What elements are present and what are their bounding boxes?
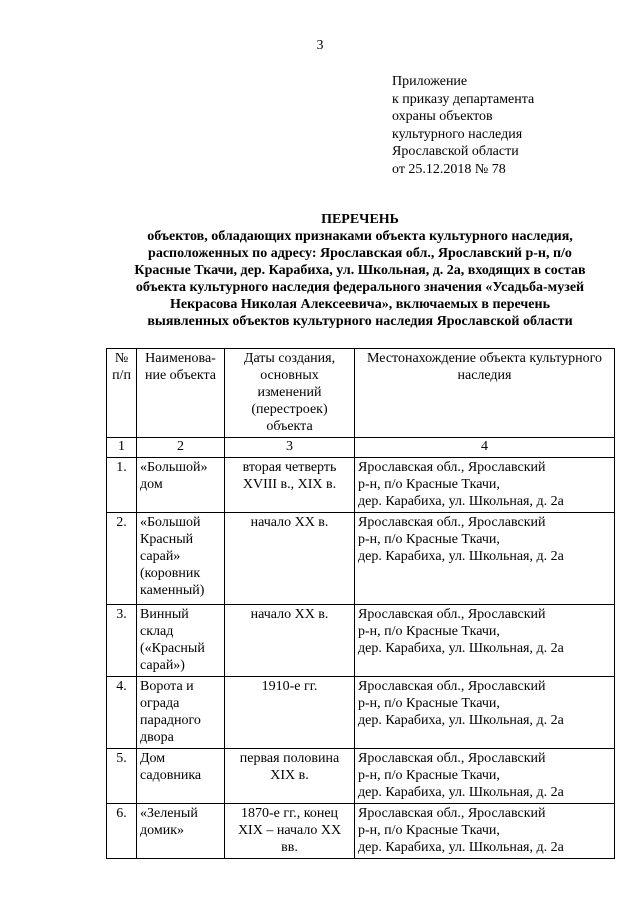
location-line: дер. Карабиха, ул. Школьная, д. 2а: [358, 641, 564, 656]
location-line: р-н, п/о Красные Ткачи,: [358, 696, 500, 711]
table-row: [107, 804, 615, 859]
location-line: Ярославская обл., Ярославский: [358, 679, 546, 694]
appendix-line: к приказу департамента: [392, 91, 535, 107]
row-name: Винный склад («Красный сарай»): [137, 605, 225, 677]
row-dates: начало XX в.: [225, 605, 355, 677]
location-line: р-н, п/о Красные Ткачи,: [358, 477, 500, 492]
table-index-row: [107, 438, 615, 458]
title-heading: ПЕРЕЧЕНЬ: [321, 212, 399, 227]
table-row: [107, 605, 615, 677]
title-line: Красные Ткачи, дер. Карабиха, ул. Школьная, д. 2а, входящих в состав: [134, 263, 586, 278]
row-location: [355, 605, 615, 677]
row-num: 3.: [107, 605, 137, 677]
index-cell: 3: [225, 438, 355, 458]
header-location: Местонахождение объекта культурного наследия: [355, 349, 615, 438]
table-row: [107, 513, 615, 605]
location-line: Ярославская обл., Ярославский: [358, 806, 546, 821]
location-line: дер. Карабиха, ул. Школьная, д. 2а: [358, 785, 564, 800]
location-line: дер. Карабиха, ул. Школьная, д. 2а: [358, 494, 564, 509]
row-location: [355, 513, 615, 605]
row-num: 1.: [107, 458, 137, 513]
row-name: «Большой Красный сарай» (коровник каменный): [137, 513, 225, 605]
header-dates: Даты создания, основных изменений (перестроек) объекта: [225, 349, 355, 438]
title-line: объектов, обладающих признаками объекта культурного наследия,: [147, 229, 573, 244]
location-line: Ярославская обл., Ярославский: [358, 751, 546, 766]
document-title: [100, 211, 620, 330]
table-row: [107, 749, 615, 804]
appendix-line: Приложение: [392, 74, 468, 89]
appendix-block: [392, 73, 534, 178]
table-row: [107, 458, 615, 513]
row-dates: вторая четверть XVIII в., XIX в.: [225, 458, 355, 513]
row-num: 6.: [107, 804, 137, 859]
row-location: [355, 804, 615, 859]
row-name: Ворота и ограда парадного двора: [137, 677, 225, 749]
row-name: «Большой» дом: [137, 458, 225, 513]
title-line: расположенных по адресу: Ярославская обл., Ярославский р-н, п/о: [148, 246, 572, 261]
row-dates: начало XX в.: [225, 513, 355, 605]
location-line: р-н, п/о Красные Ткачи,: [358, 624, 500, 639]
location-line: Ярославская обл., Ярославский: [358, 515, 546, 530]
location-line: р-н, п/о Красные Ткачи,: [358, 768, 500, 783]
page-number: 3: [316, 38, 324, 53]
location-line: дер. Карабиха, ул. Школьная, д. 2а: [358, 713, 564, 728]
location-line: дер. Карабиха, ул. Школьная, д. 2а: [358, 549, 564, 564]
appendix-line: от 25.12.2018 № 78: [392, 161, 506, 177]
table-row: [107, 677, 615, 749]
header-name: Наименова-ние объекта: [137, 349, 225, 438]
index-cell: 1: [107, 438, 137, 458]
location-line: р-н, п/о Красные Ткачи,: [358, 532, 500, 547]
row-num: 2.: [107, 513, 137, 605]
appendix-line: культурного наследия: [392, 126, 523, 142]
row-name: «Зеленый домик»: [137, 804, 225, 859]
header-num: № п/п: [107, 349, 137, 438]
row-name: Дом садовника: [137, 749, 225, 804]
row-location: [355, 458, 615, 513]
table-header-row: [107, 349, 615, 438]
appendix-line: охраны объектов: [392, 109, 493, 124]
row-num: 4.: [107, 677, 137, 749]
location-line: Ярославская обл., Ярославский: [358, 460, 546, 475]
location-line: р-н, п/о Красные Ткачи,: [358, 823, 500, 838]
row-location: [355, 677, 615, 749]
objects-table: [106, 348, 615, 859]
title-line: Некрасова Николая Алексеевича», включаемых в перечень: [170, 297, 550, 312]
title-line: объекта культурного наследия федерального значения «Усадьба-музей: [135, 280, 585, 295]
index-cell: 4: [355, 438, 615, 458]
row-dates: 1870-е гг., конец XIX – начало XX вв.: [225, 804, 355, 859]
title-line: выявленных объектов культурного наследия Ярославской области: [147, 314, 573, 329]
row-dates: первая половина XIX в.: [225, 749, 355, 804]
appendix-line: Ярославской области: [392, 144, 519, 159]
location-line: Ярославская обл., Ярославский: [358, 607, 546, 622]
row-dates: 1910-е гг.: [225, 677, 355, 749]
location-line: дер. Карабиха, ул. Школьная, д. 2а: [358, 840, 564, 855]
row-location: [355, 749, 615, 804]
index-cell: 2: [137, 438, 225, 458]
row-num: 5.: [107, 749, 137, 804]
